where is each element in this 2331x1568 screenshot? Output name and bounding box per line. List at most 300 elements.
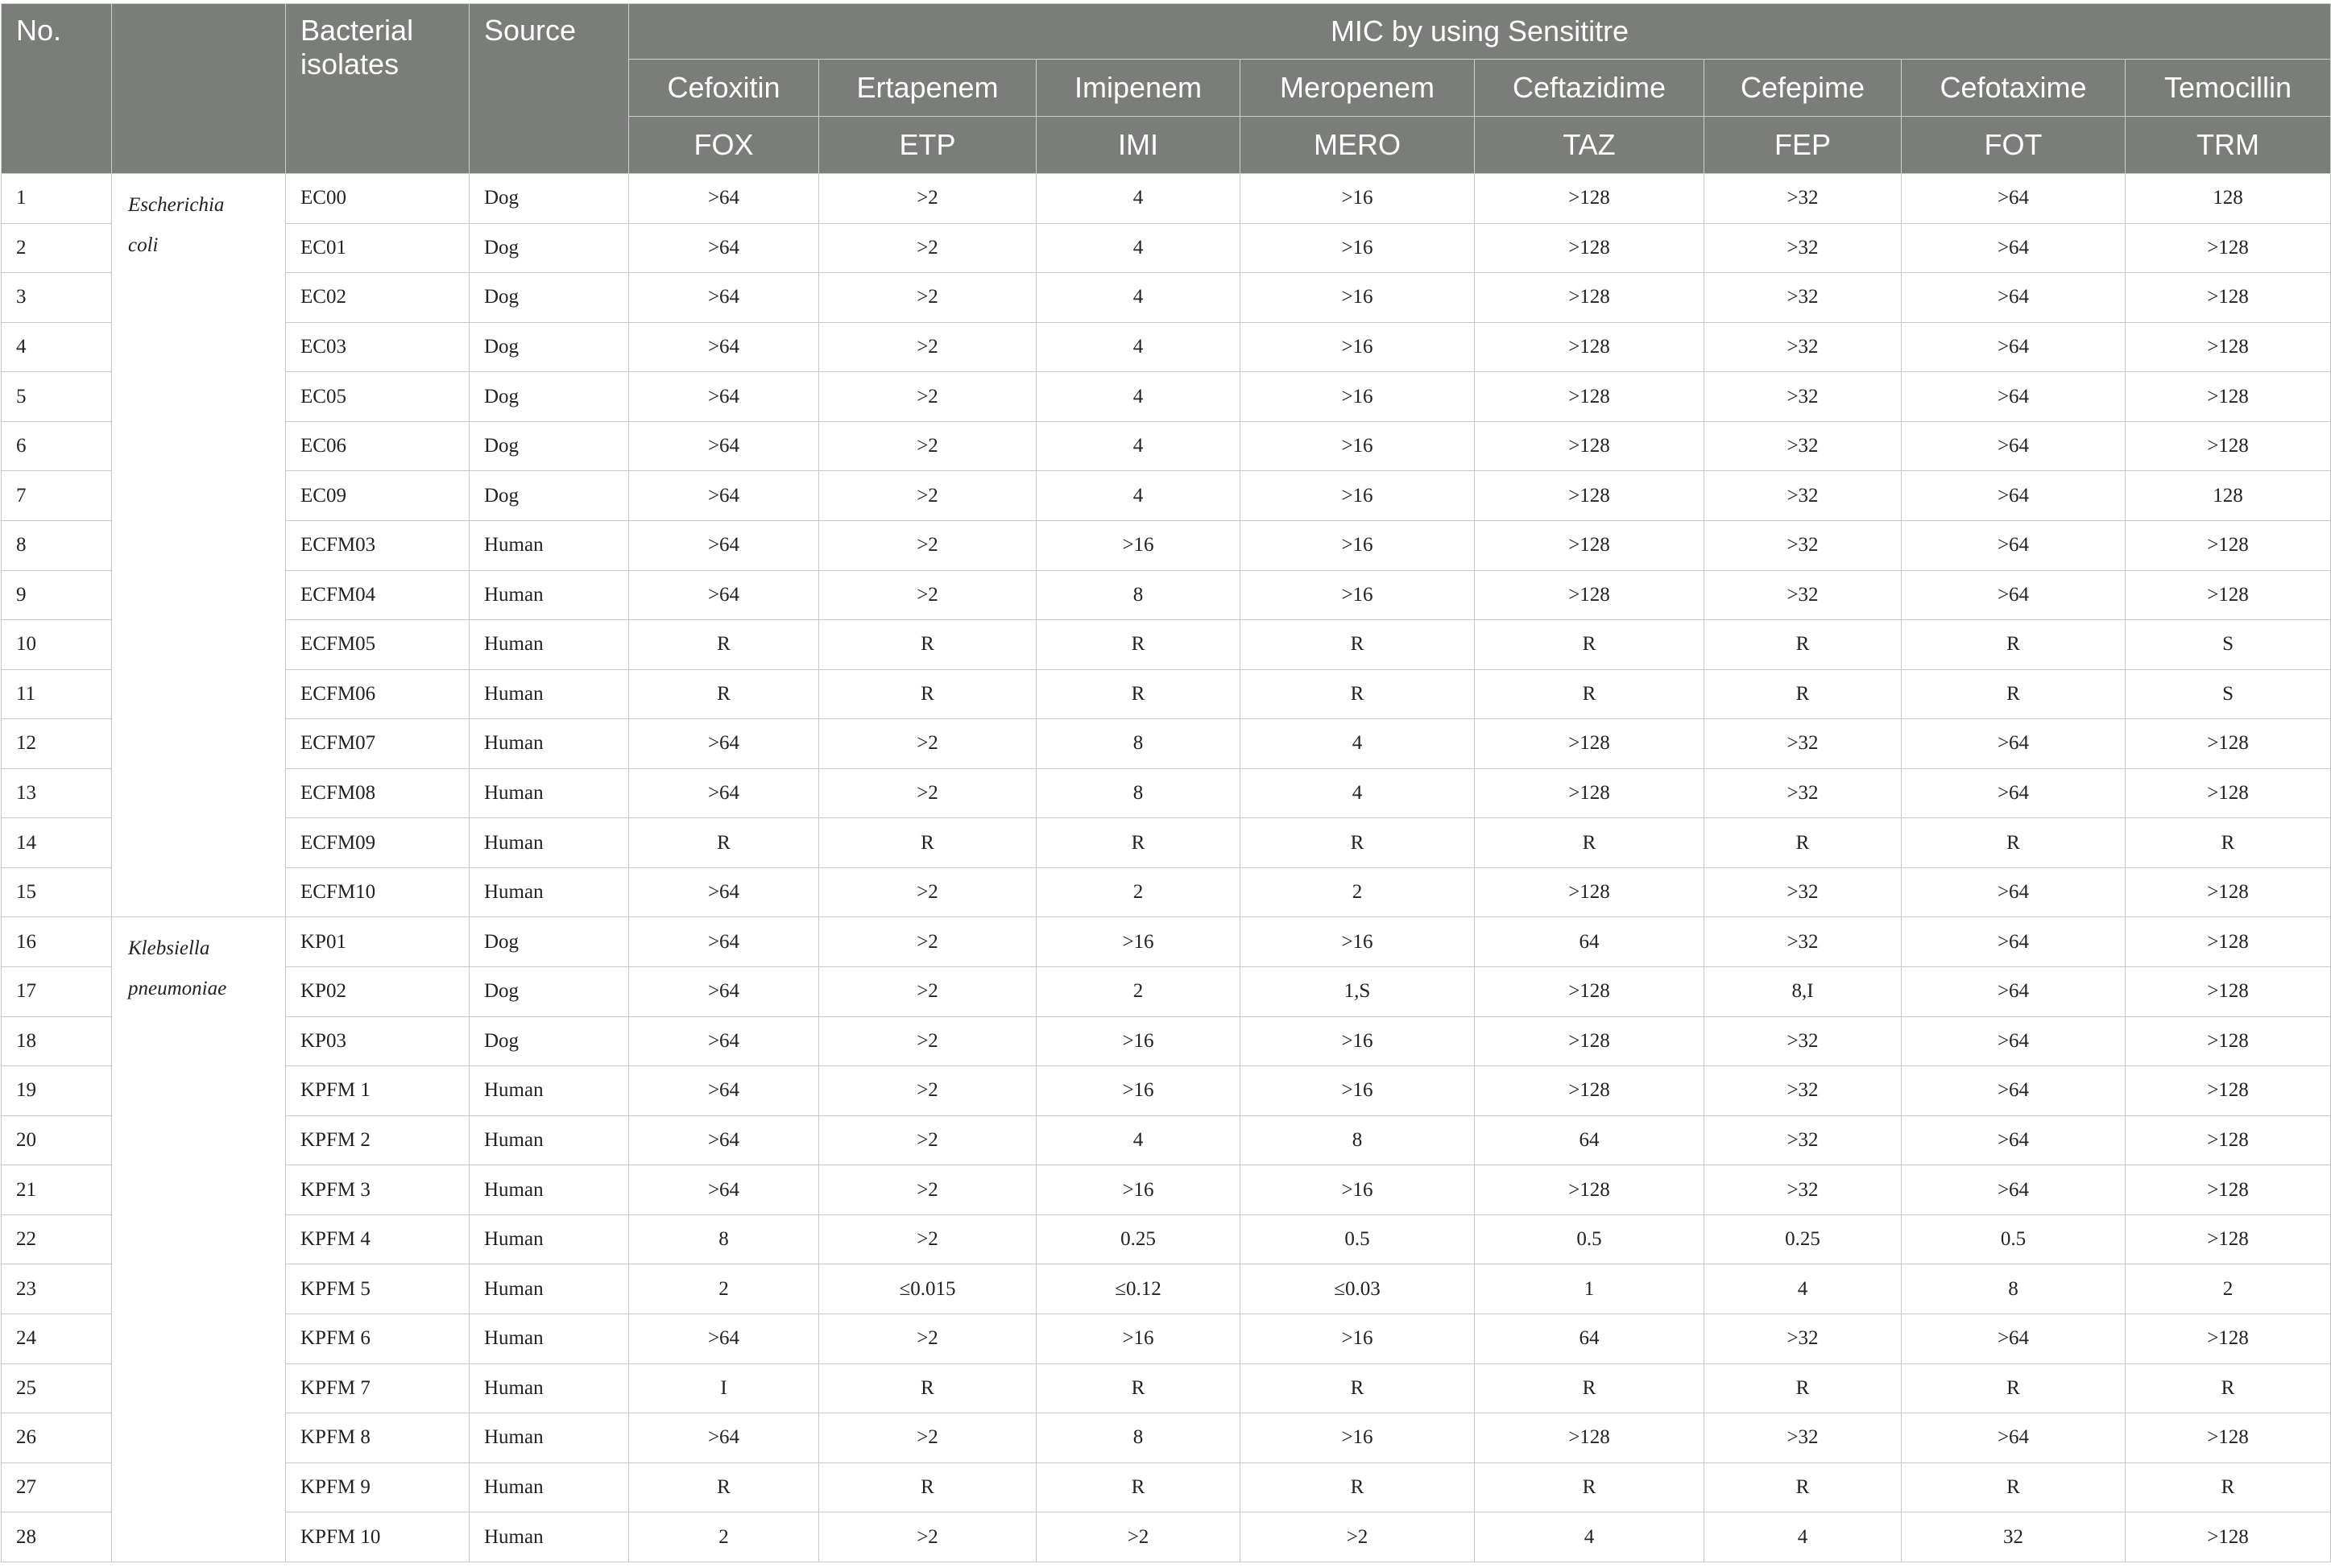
isolate-id: KPFM 5 [286,1264,470,1314]
header-drug-abbr: FEP [1704,117,1902,174]
species-name-line: coli [128,234,159,256]
isolate-id: ECFM09 [286,818,470,868]
row-number: 2 [2,223,112,273]
mic-value-fot: >64 [1902,421,2126,471]
isolate-id: KP01 [286,917,470,967]
mic-value-fot: R [1902,1463,2126,1512]
row-number: 1 [2,174,112,224]
mic-value-imi: 2 [1037,967,1240,1017]
mic-value-trm: 2 [2126,1264,2331,1314]
table-row [2,421,2331,471]
mic-value-fot: 0.5 [1902,1214,2126,1264]
mic-value-fep: >32 [1704,471,1902,521]
mic-value-imi: 8 [1037,1413,1240,1463]
mic-value-etp: R [819,1363,1037,1413]
source-cell: Human [470,520,629,570]
mic-value-etp: >2 [819,471,1037,521]
species-cell [112,917,286,1562]
mic-value-mero: >16 [1240,1066,1475,1116]
mic-value-fot: >64 [1902,1115,2126,1165]
mic-value-trm: >128 [2126,867,2331,917]
row-number: 9 [2,570,112,620]
mic-value-fot: >64 [1902,1314,2126,1363]
source-cell: Human [470,867,629,917]
mic-value-taz: >128 [1475,1016,1704,1066]
mic-value-fot: >64 [1902,768,2126,818]
row-number: 19 [2,1066,112,1116]
mic-value-etp: >2 [819,867,1037,917]
mic-value-mero: R [1240,669,1475,719]
mic-value-etp: >2 [819,917,1037,967]
header-bacterial-isolates: Bacterial isolates [286,4,470,174]
mic-value-fox: 8 [629,1214,819,1264]
mic-value-fep: >32 [1704,768,1902,818]
table-row [2,372,2331,422]
mic-value-fep: >32 [1704,223,1902,273]
mic-value-trm: >128 [2126,421,2331,471]
source-cell: Dog [470,223,629,273]
mic-value-mero: >16 [1240,273,1475,323]
mic-value-taz: 64 [1475,1314,1704,1363]
mic-value-mero: >16 [1240,1314,1475,1363]
mic-value-trm: >128 [2126,322,2331,372]
table-row [2,1463,2331,1512]
mic-value-fox: 2 [629,1264,819,1314]
mic-value-fox: R [629,620,819,670]
mic-value-fot: 8 [1902,1264,2126,1314]
row-number: 11 [2,669,112,719]
mic-value-etp: R [819,1463,1037,1512]
mic-value-fox: >64 [629,768,819,818]
mic-value-taz: R [1475,669,1704,719]
table-row [2,1115,2331,1165]
header-drug-name: Cefepime [1704,60,1902,117]
mic-value-fep: >32 [1704,570,1902,620]
mic-value-etp: >2 [819,768,1037,818]
mic-value-fep: >32 [1704,372,1902,422]
mic-value-trm: >128 [2126,570,2331,620]
mic-value-mero: >16 [1240,174,1475,224]
source-cell: Dog [470,273,629,323]
mic-value-fox: I [629,1363,819,1413]
isolate-id: KPFM 4 [286,1214,470,1264]
mic-value-trm: >128 [2126,917,2331,967]
mic-value-trm: >128 [2126,273,2331,323]
row-number: 3 [2,273,112,323]
mic-value-trm: R [2126,1363,2331,1413]
mic-value-trm: >128 [2126,372,2331,422]
mic-value-taz: R [1475,620,1704,670]
mic-value-imi: >2 [1037,1512,1240,1562]
mic-value-fox: >64 [629,1165,819,1215]
mic-value-imi: 4 [1037,421,1240,471]
isolate-id: EC06 [286,421,470,471]
row-number: 25 [2,1363,112,1413]
mic-value-trm: >128 [2126,1016,2331,1066]
mic-value-trm: S [2126,669,2331,719]
mic-value-taz: 1 [1475,1264,1704,1314]
table-row [2,174,2331,224]
mic-value-fox: >64 [629,1066,819,1116]
row-number: 27 [2,1463,112,1512]
mic-value-taz: >128 [1475,768,1704,818]
isolate-id: EC02 [286,273,470,323]
table-row [2,1016,2331,1066]
header-drug-abbr: IMI [1037,117,1240,174]
mic-value-etp: >2 [819,719,1037,769]
mic-value-fot: >64 [1902,967,2126,1017]
mic-value-fot: >64 [1902,223,2126,273]
table-row [2,1214,2331,1264]
row-number: 5 [2,372,112,422]
mic-value-imi: >16 [1037,1066,1240,1116]
mic-value-taz: >128 [1475,223,1704,273]
mic-value-mero: >16 [1240,471,1475,521]
table-row [2,867,2331,917]
mic-value-imi: 8 [1037,570,1240,620]
mic-value-taz: >128 [1475,322,1704,372]
mic-value-fox: >64 [629,520,819,570]
row-number: 16 [2,917,112,967]
row-number: 12 [2,719,112,769]
mic-value-imi: >16 [1037,917,1240,967]
mic-value-fep: >32 [1704,520,1902,570]
isolate-id: EC01 [286,223,470,273]
mic-value-fox: >64 [629,1413,819,1463]
mic-value-mero: >16 [1240,322,1475,372]
table-row [2,471,2331,521]
row-number: 7 [2,471,112,521]
table-row [2,1363,2331,1413]
mic-value-etp: R [819,669,1037,719]
mic-value-trm: >128 [2126,719,2331,769]
mic-value-etp: >2 [819,1115,1037,1165]
isolate-id: EC00 [286,174,470,224]
row-number: 21 [2,1165,112,1215]
mic-value-fot: >64 [1902,372,2126,422]
mic-value-trm: R [2126,1463,2331,1512]
table-row [2,322,2331,372]
mic-value-etp: >2 [819,1413,1037,1463]
mic-value-imi: R [1037,818,1240,868]
table-row [2,620,2331,670]
mic-value-fep: 4 [1704,1512,1902,1562]
row-number: 28 [2,1512,112,1562]
isolate-id: KPFM 7 [286,1363,470,1413]
row-number: 10 [2,620,112,670]
mic-value-fox: >64 [629,867,819,917]
mic-value-mero: 2 [1240,867,1475,917]
mic-value-mero: >2 [1240,1512,1475,1562]
mic-value-taz: >128 [1475,1165,1704,1215]
mic-value-imi: 4 [1037,322,1240,372]
mic-value-fep: R [1704,669,1902,719]
header-mic-group: MIC by using Sensititre [629,4,2331,60]
mic-value-trm: >128 [2126,967,2331,1017]
row-number: 8 [2,520,112,570]
mic-value-taz: R [1475,818,1704,868]
mic-value-taz: >128 [1475,174,1704,224]
isolate-id: EC09 [286,471,470,521]
table-row [2,917,2331,967]
source-cell: Human [470,768,629,818]
mic-value-fot: >64 [1902,867,2126,917]
mic-value-fox: >64 [629,1314,819,1363]
row-number: 17 [2,967,112,1017]
isolate-id: KPFM 1 [286,1066,470,1116]
source-cell: Human [470,620,629,670]
mic-value-mero: R [1240,818,1475,868]
header-drug-name: Cefoxitin [629,60,819,117]
header-drug-name: Temocillin [2126,60,2331,117]
mic-value-fox: >64 [629,570,819,620]
mic-value-fep: >32 [1704,867,1902,917]
species-name-line: Escherichia [128,194,225,216]
mic-value-fox: >64 [629,372,819,422]
mic-value-trm: >128 [2126,1115,2331,1165]
mic-table [1,3,2331,1562]
row-number: 4 [2,322,112,372]
table-row [2,520,2331,570]
mic-value-fot: 32 [1902,1512,2126,1562]
mic-value-trm: >128 [2126,1512,2331,1562]
mic-value-mero: 0.5 [1240,1214,1475,1264]
mic-value-mero: 8 [1240,1115,1475,1165]
header-drug-abbr: TRM [2126,117,2331,174]
isolate-id: ECFM04 [286,570,470,620]
mic-value-taz: >128 [1475,570,1704,620]
mic-value-etp: >2 [819,1016,1037,1066]
isolate-id: KPFM 10 [286,1512,470,1562]
mic-value-imi: 4 [1037,372,1240,422]
mic-value-fep: R [1704,1463,1902,1512]
isolate-id: KP03 [286,1016,470,1066]
mic-value-etp: >2 [819,1165,1037,1215]
table-row [2,223,2331,273]
mic-value-fox: >64 [629,1016,819,1066]
row-number: 24 [2,1314,112,1363]
species-name-line: pneumoniae [128,978,227,1000]
row-number: 14 [2,818,112,868]
mic-value-trm: >128 [2126,520,2331,570]
mic-value-imi: >16 [1037,1314,1240,1363]
mic-value-imi: 0.25 [1037,1214,1240,1264]
row-number: 6 [2,421,112,471]
mic-value-fot: >64 [1902,719,2126,769]
source-cell: Dog [470,174,629,224]
isolate-id: ECFM10 [286,867,470,917]
header-drug-abbr: ETP [819,117,1037,174]
mic-value-fep: >32 [1704,1165,1902,1215]
mic-value-etp: >2 [819,273,1037,323]
row-number: 13 [2,768,112,818]
mic-value-fox: R [629,818,819,868]
table-row [2,719,2331,769]
mic-value-etp: >2 [819,520,1037,570]
mic-value-fox: >64 [629,967,819,1017]
header-drug-abbr: FOX [629,117,819,174]
mic-value-fot: >64 [1902,322,2126,372]
mic-value-taz: >128 [1475,719,1704,769]
mic-value-mero: >16 [1240,1016,1475,1066]
source-cell: Human [470,570,629,620]
mic-value-fox: >64 [629,421,819,471]
mic-value-fep: >32 [1704,1314,1902,1363]
mic-value-taz: >128 [1475,867,1704,917]
mic-value-imi: >16 [1037,520,1240,570]
mic-value-etp: >2 [819,372,1037,422]
source-cell: Human [470,1512,629,1562]
header-drug-name: Cefotaxime [1902,60,2126,117]
isolate-id: EC03 [286,322,470,372]
isolate-id: KP02 [286,967,470,1017]
mic-value-etp: >2 [819,1066,1037,1116]
isolate-id: KPFM 8 [286,1413,470,1463]
mic-value-fep: >32 [1704,719,1902,769]
source-cell: Dog [470,1016,629,1066]
source-cell: Human [470,719,629,769]
mic-value-fox: >64 [629,719,819,769]
mic-value-imi: R [1037,669,1240,719]
source-cell: Dog [470,471,629,521]
isolate-id: ECFM07 [286,719,470,769]
mic-value-imi: >16 [1037,1016,1240,1066]
mic-value-etp: >2 [819,1214,1037,1264]
mic-value-fot: R [1902,620,2126,670]
mic-value-taz: >128 [1475,1066,1704,1116]
source-cell: Human [470,1314,629,1363]
row-number: 20 [2,1115,112,1165]
species-name-line: Klebsiella [128,937,210,960]
mic-value-fox: 2 [629,1512,819,1562]
mic-value-fox: >64 [629,273,819,323]
mic-value-fot: >64 [1902,1066,2126,1116]
mic-value-etp: R [819,818,1037,868]
mic-value-etp: >2 [819,570,1037,620]
source-cell: Dog [470,322,629,372]
mic-value-mero: >16 [1240,917,1475,967]
table-row [2,273,2331,323]
mic-value-fot: R [1902,669,2126,719]
isolate-id: ECFM05 [286,620,470,670]
source-cell: Human [470,1214,629,1264]
mic-value-taz: 4 [1475,1512,1704,1562]
mic-value-fox: R [629,1463,819,1512]
header-drug-abbr: MERO [1240,117,1475,174]
mic-value-mero: >16 [1240,372,1475,422]
mic-value-fox: >64 [629,174,819,224]
mic-value-fep: >32 [1704,322,1902,372]
row-number: 23 [2,1264,112,1314]
mic-value-trm: >128 [2126,1165,2331,1215]
mic-value-fot: >64 [1902,1413,2126,1463]
mic-value-mero: ≤0.03 [1240,1264,1475,1314]
table-row [2,1314,2331,1363]
source-cell: Human [470,818,629,868]
mic-value-fox: >64 [629,471,819,521]
mic-value-trm: >128 [2126,1214,2331,1264]
mic-value-fot: >64 [1902,917,2126,967]
table-row [2,1165,2331,1215]
species-cell [112,174,286,917]
mic-value-fot: >64 [1902,520,2126,570]
isolate-id: ECFM06 [286,669,470,719]
mic-value-fep: R [1704,1363,1902,1413]
mic-value-imi: 8 [1037,719,1240,769]
mic-value-mero: >16 [1240,1413,1475,1463]
source-cell: Human [470,1463,629,1512]
mic-value-taz: 64 [1475,917,1704,967]
mic-value-imi: R [1037,1463,1240,1512]
header-no: No. [2,4,112,174]
isolate-id: KPFM 9 [286,1463,470,1512]
mic-value-taz: >128 [1475,520,1704,570]
source-cell: Dog [470,421,629,471]
mic-value-trm: >128 [2126,768,2331,818]
mic-value-taz: >128 [1475,967,1704,1017]
mic-value-fot: >64 [1902,273,2126,323]
mic-value-fep: 0.25 [1704,1214,1902,1264]
isolate-id: EC05 [286,372,470,422]
mic-value-mero: >16 [1240,1165,1475,1215]
source-cell: Dog [470,917,629,967]
isolate-id: KPFM 3 [286,1165,470,1215]
mic-value-mero: 4 [1240,719,1475,769]
source-cell: Dog [470,372,629,422]
mic-value-fep: >32 [1704,174,1902,224]
mic-value-taz: >128 [1475,273,1704,323]
mic-value-fep: >32 [1704,1016,1902,1066]
mic-value-etp: >2 [819,223,1037,273]
mic-value-fep: R [1704,620,1902,670]
mic-value-fep: >32 [1704,273,1902,323]
source-cell: Human [470,1363,629,1413]
mic-value-fep: >32 [1704,1115,1902,1165]
header-species [112,4,286,174]
mic-value-etp: ≤0.015 [819,1264,1037,1314]
mic-value-fox: >64 [629,223,819,273]
mic-value-etp: >2 [819,967,1037,1017]
mic-value-mero: R [1240,1463,1475,1512]
table-body [2,174,2331,1562]
row-number: 26 [2,1413,112,1463]
mic-value-trm: 128 [2126,174,2331,224]
mic-value-trm: >128 [2126,1066,2331,1116]
mic-value-taz: >128 [1475,421,1704,471]
mic-value-fox: R [629,669,819,719]
table-row [2,768,2331,818]
mic-value-imi: R [1037,1363,1240,1413]
mic-value-fep: >32 [1704,917,1902,967]
mic-value-trm: >128 [2126,223,2331,273]
mic-value-fot: >64 [1902,174,2126,224]
table-row [2,570,2331,620]
source-cell: Human [470,1165,629,1215]
mic-value-etp: >2 [819,174,1037,224]
header-drug-name: Ceftazidime [1475,60,1704,117]
mic-value-taz: 64 [1475,1115,1704,1165]
mic-value-taz: >128 [1475,1413,1704,1463]
mic-value-fep: >32 [1704,1413,1902,1463]
mic-value-fox: >64 [629,322,819,372]
mic-value-imi: >16 [1037,1165,1240,1215]
row-number: 22 [2,1214,112,1264]
isolate-id: ECFM03 [286,520,470,570]
header-source: Source [470,4,629,174]
mic-value-mero: >16 [1240,570,1475,620]
mic-value-imi: 4 [1037,174,1240,224]
mic-value-fep: 4 [1704,1264,1902,1314]
